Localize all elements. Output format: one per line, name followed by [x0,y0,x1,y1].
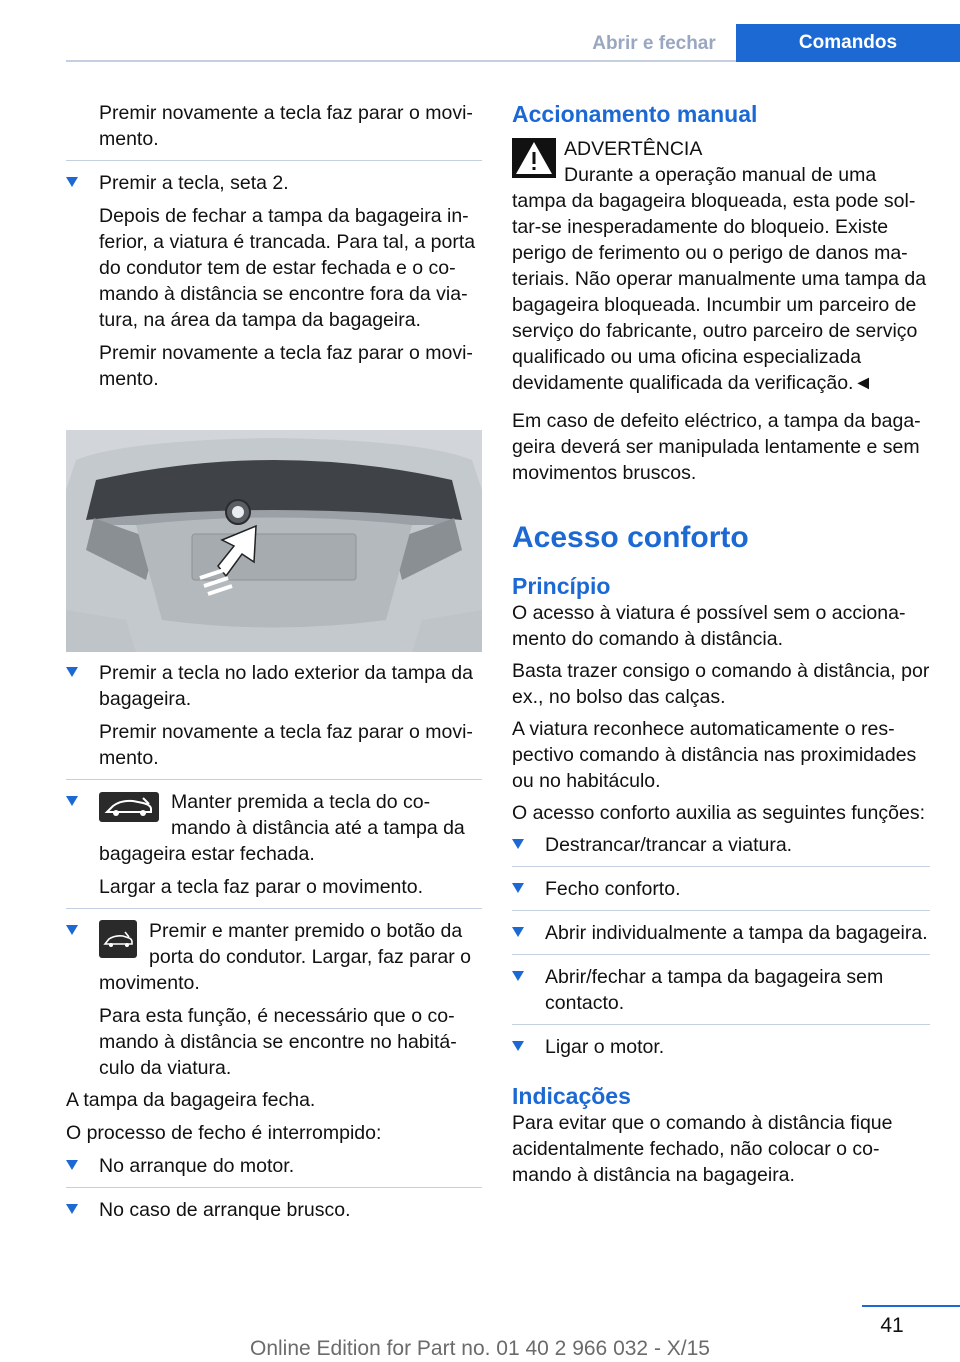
list-item [66,660,482,771]
paragraph: Em caso de defeito eléctrico, a tampa da bagageira deverá ser manipulada lentamente e sem movimentos bruscos. [512,410,921,484]
tailgate-photo [66,430,482,652]
list-item-text: No caso de arranque brusco. [99,1199,351,1221]
divider [512,866,930,867]
header-section-tab[interactable]: Abrir e fechar [592,33,716,54]
divider [66,1187,482,1188]
paragraph: Premir novamente a tecla faz parar o movimento. [99,342,473,390]
list-item [66,789,482,900]
list-item-text: Fecho conforto. [545,878,681,900]
divider [66,160,482,161]
paragraph: O acesso conforto auxilia as seguintes funções: [512,802,925,824]
header-chapter-tab[interactable]: Comandos [736,24,960,62]
list-item [66,170,482,392]
triangle-bullet-icon [66,667,78,677]
divider [512,954,930,955]
paragraph: Para esta função, é necessário que o comando à distância se encontre no habitáculo da viatura. [99,1005,457,1079]
divider [66,908,482,909]
list-item-text: Premir a tecla no lado exterior da tampa da bagageira. [99,662,473,710]
list-item-text: No arranque do motor. [99,1155,295,1177]
edition-footer: Online Edition for Part no. 01 40 2 966 032 - X/15 [250,1337,710,1360]
car-rear-illustration [66,430,482,652]
list-item-text: Destrancar/trancar a viatura. [545,834,793,856]
triangle-bullet-icon [66,1204,78,1214]
paragraph: A tampa da bagageira fecha. [66,1089,316,1111]
footer-rule [862,1305,960,1307]
list-item [512,964,930,1016]
paragraph: O acesso à viatura é possível sem o accionamento do comando à distância. [512,602,906,650]
list-item [66,918,482,1081]
list-item [512,920,930,946]
divider [512,910,930,911]
list-item-text: Abrir individualmente a tampa da bagageira. [545,922,928,944]
triangle-bullet-icon [66,1160,78,1170]
triangle-bullet-icon [512,839,524,849]
list-item [512,1034,930,1060]
list-item-text: Abrir/fechar a tampa da bagageira sem contacto. [545,966,884,1014]
paragraph: Basta trazer consigo o comando à distância, por ex., no bolso das calças. [512,660,930,708]
list-item-text: Premir a tecla, seta 2. [99,172,289,194]
list-item [66,1197,482,1223]
warning-title: ADVERTÊNCIA [564,138,703,160]
triangle-bullet-icon [512,1041,524,1051]
paragraph: Premir novamente a tecla faz parar o movimento. [99,102,473,150]
list-item-text: Premir e manter premido o botão da porta do condutor. Largar, faz parar o movimento. [99,920,471,994]
list-item [66,1153,482,1179]
paragraph: O processo de fecho é interrompido: [66,1122,382,1144]
page-number: 41 [880,1314,904,1337]
paragraph: A viatura reconhece automaticamente o respectivo comando à distância nas proximidades ou no habitáculo. [512,718,917,792]
list-item-text: Ligar o motor. [545,1036,665,1058]
tailgate-button-icon [99,920,137,958]
paragraph: Largar a tecla faz parar o movimento. [99,876,424,898]
divider [512,1024,930,1025]
warning-text: Durante a operação manual de uma tampa da bagageira bloqueada, esta pode soltar-se inesperadamente do bloqueio. Existe perigo de ferimento ou o perigo de danos materiais. Não operar manualmente uma tampa da bagageira bloqueada. Incumbir um parceiro de serviço do fabricante, outro parceiro de serviço qualificado ou uma oficina especializada devidamente qualificada da verificação.◄ [512,164,927,394]
car-tailgate-key-icon [99,792,159,822]
triangle-bullet-icon [66,796,78,806]
right-column [512,100,930,1188]
triangle-bullet-icon [512,883,524,893]
paragraph: Para evitar que o comando à distância fique acidentalmente fechado, não colocar o comando à distância na bagageira. [512,1112,893,1186]
heading-comfort-access: Acesso conforto [512,521,749,554]
list-item [512,876,930,902]
list-item [512,832,930,858]
warning-triangle-icon [512,138,556,178]
divider [66,779,482,780]
heading-notes: Indicações [512,1083,631,1109]
triangle-bullet-icon [512,971,524,981]
left-column [66,100,482,1223]
paragraph: Premir novamente a tecla faz parar o movimento. [99,721,473,769]
heading-principle: Princípio [512,573,611,599]
triangle-bullet-icon [66,925,78,935]
triangle-bullet-icon [66,177,78,187]
paragraph: Depois de fechar a tampa da bagageira inferior, a viatura é trancada. Para tal, a porta do condutor tem de estar fechada e o comando à distância se encontre fora da viatura, na área da tampa da bagageira. [99,205,476,331]
list-item-text: Manter premida a tecla do comando à distância até a tampa da bagageira estar fechada. [99,791,465,865]
triangle-bullet-icon [512,927,524,937]
heading-manual-operation: Accionamento manual [512,101,758,127]
